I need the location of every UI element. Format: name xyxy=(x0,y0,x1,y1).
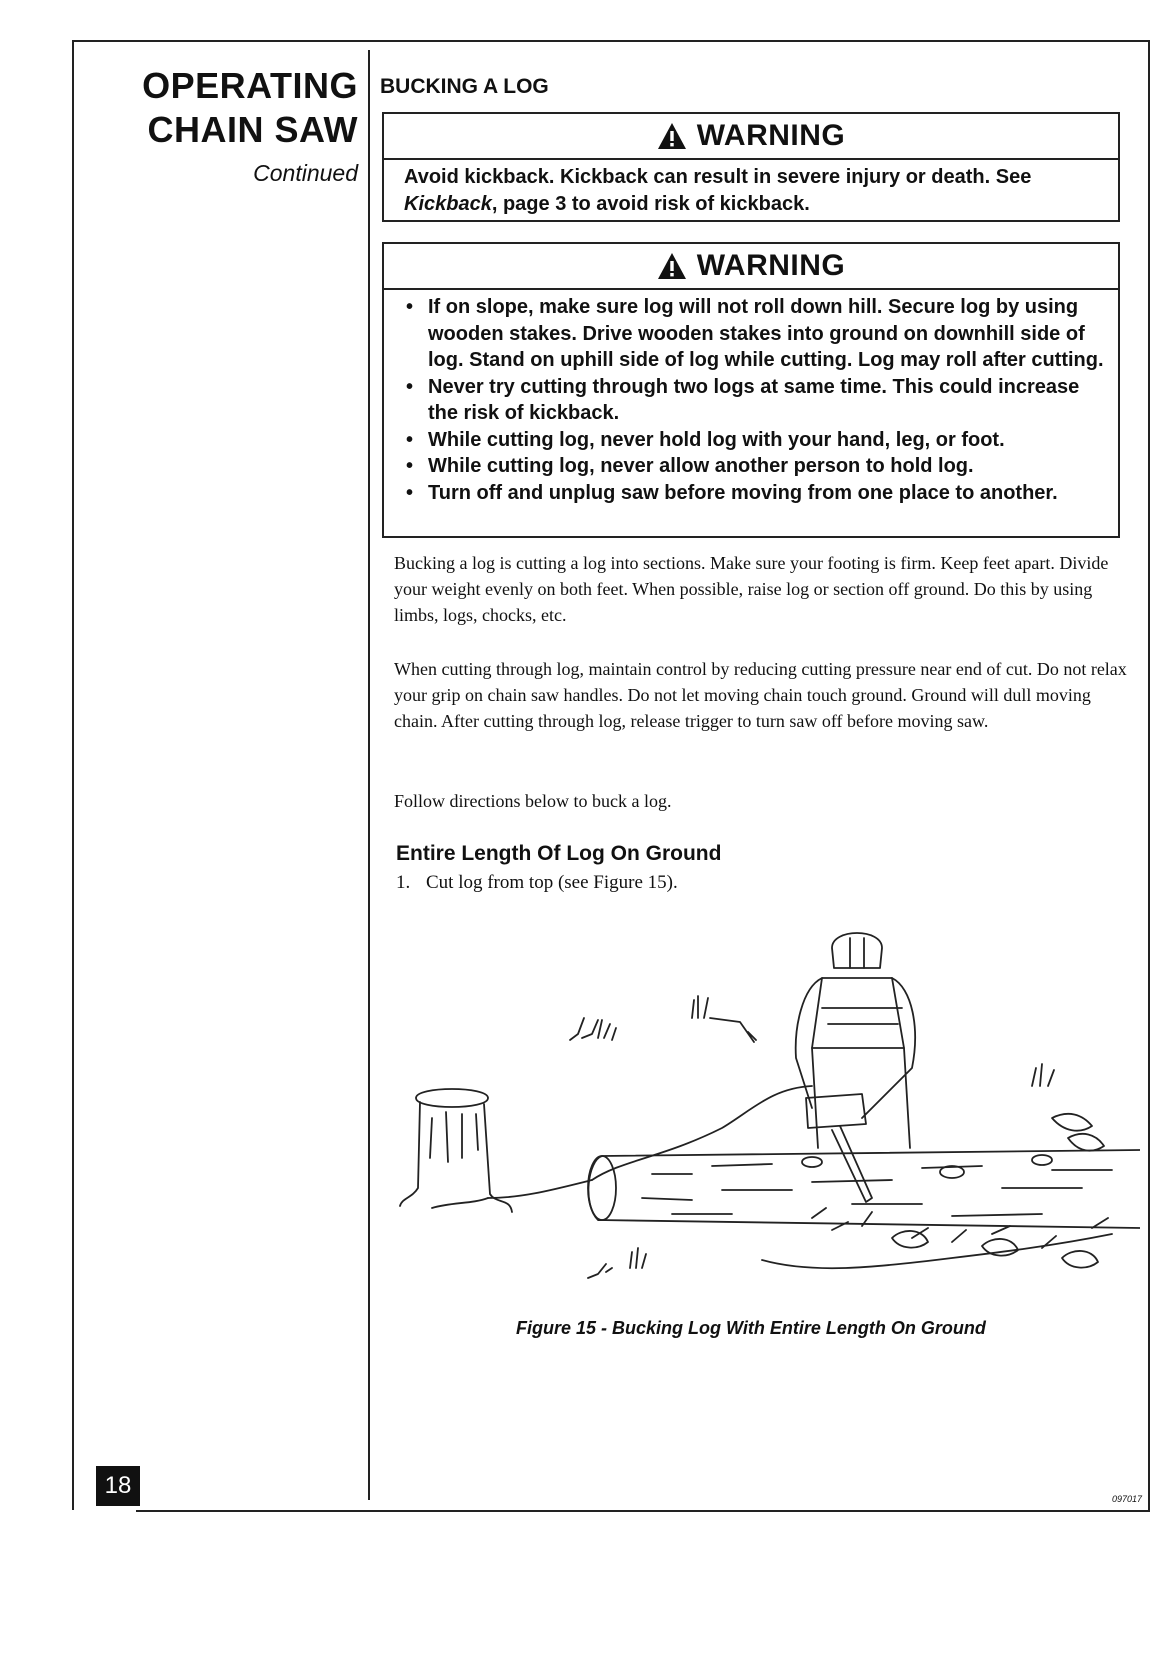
section-title xyxy=(100,64,358,152)
warning-header xyxy=(384,114,1118,160)
subheading-entire-length: Entire Length Of Log On Ground xyxy=(396,842,722,865)
page-heading: BUCKING A LOG xyxy=(380,75,549,98)
figure-caption: Figure 15 - Bucking Log With Entire Length On Ground xyxy=(516,1318,986,1338)
warning-text-before: Avoid kickback. Kickback can result in severe injury or death. See xyxy=(404,166,1032,188)
warning-triangle-icon xyxy=(657,122,687,150)
warning-item: • If on slope, make sure log will not roll down hill. Secure log by using wooden stakes. Drive wooden stakes into ground on downhill side of log. Stand on uphill side of log while cutting. Log may roll after cutting. xyxy=(404,294,1110,374)
warning-box-bucking xyxy=(382,242,1120,538)
column-divider xyxy=(368,50,370,1500)
section-subtitle: Continued xyxy=(253,160,358,186)
warning-item: • While cutting log, never allow another person to hold log. xyxy=(404,453,1110,480)
section-title-line2: CHAIN SAW xyxy=(147,109,358,150)
warning-title: WARNING xyxy=(696,249,846,282)
warning-text xyxy=(384,160,1118,218)
step-text: Cut log from top (see Figure 15). xyxy=(426,872,678,893)
warning-kickback-reference: Kickback xyxy=(404,193,492,215)
warning-box-kickback xyxy=(382,112,1120,222)
warning-item: • Never try cutting through two logs at same time. This could increase the risk of kickback. xyxy=(404,374,1110,427)
step-number: 1. xyxy=(396,872,411,893)
page-frame-top xyxy=(72,40,1150,42)
warning-title: WARNING xyxy=(696,119,846,152)
section-title-line1: OPERATING xyxy=(142,65,358,106)
paragraph-bucking-intro: Bucking a log is cutting a log into sections. Make sure your footing is firm. Keep feet apart. Divide your weight evenly on both feet. When possible, raise log or section off ground. Do this by using limbs, logs, chocks, etc. xyxy=(394,553,1109,625)
warning-text-after: , page 3 to avoid risk of kickback. xyxy=(491,193,810,215)
page-number: 18 xyxy=(96,1466,140,1506)
warning-header xyxy=(384,244,1118,290)
warning-triangle-icon xyxy=(657,252,687,280)
page-frame-left xyxy=(72,40,74,1510)
paragraph-follow-directions: Follow directions below to buck a log. xyxy=(394,791,672,811)
warning-item: • Turn off and unplug saw before moving from one place to another. xyxy=(404,480,1110,507)
figure-bucking-log-illustration xyxy=(392,898,1140,1308)
warning-item: • While cutting log, never hold log with your hand, leg, or foot. xyxy=(404,427,1110,454)
page-frame-right xyxy=(1148,40,1150,1512)
paragraph-cutting-control: When cutting through log, maintain control by reducing cutting pressure near end of cut. Do not relax your grip on chain saw handles. Do not let moving chain touch ground. Ground will dull moving chain. After cutting through log, release trigger to turn saw off before moving saw. xyxy=(394,659,1127,731)
warning-list xyxy=(384,290,1118,506)
page-frame-bottom xyxy=(136,1510,1150,1512)
document-code: 097017 xyxy=(1112,1494,1143,1504)
step-item xyxy=(396,872,678,894)
